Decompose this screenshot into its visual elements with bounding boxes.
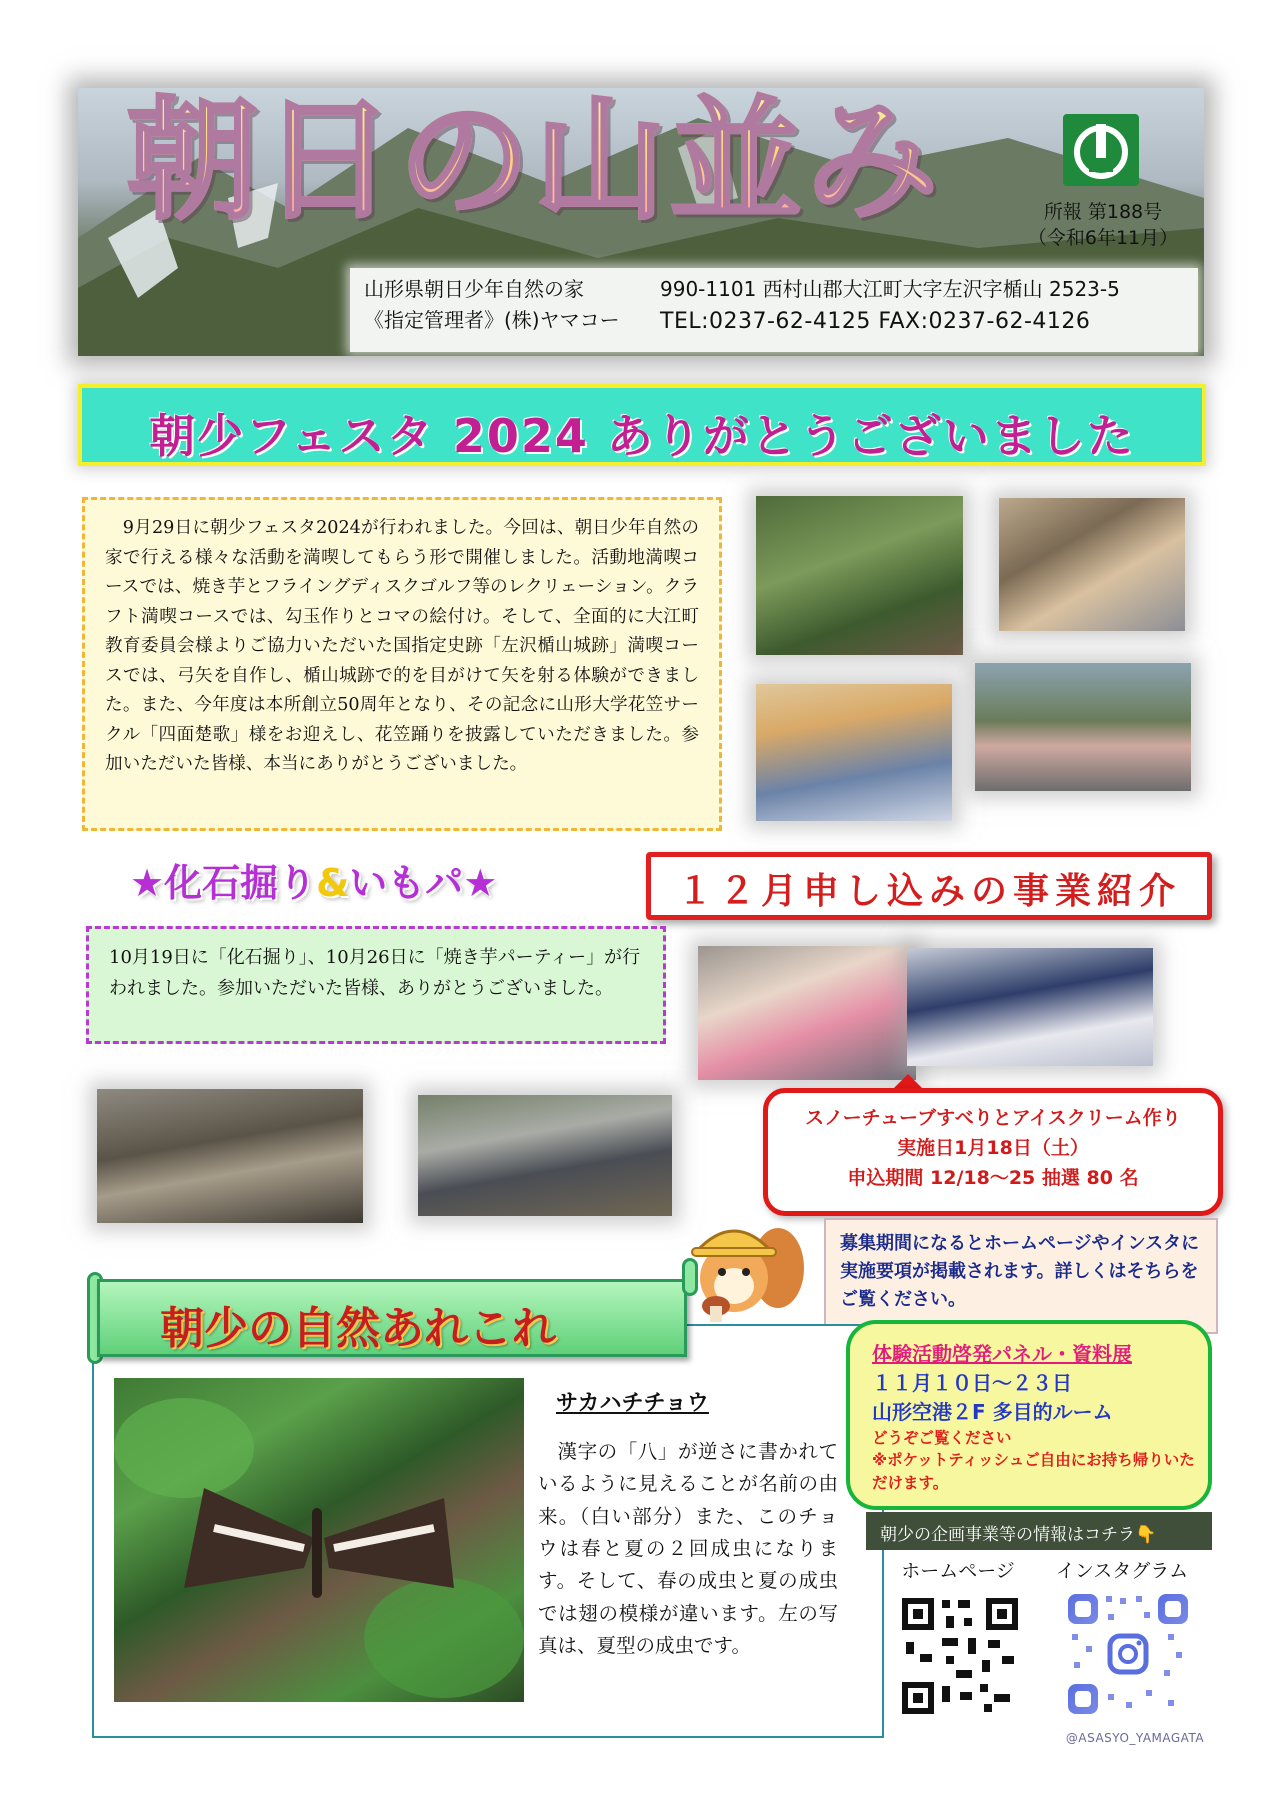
organization-info (350, 268, 1198, 352)
species-name: サカハチチョウ (556, 1391, 709, 1416)
issue-date: （令和6年11月） (1027, 226, 1179, 249)
festa-banner (78, 384, 1206, 466)
instagram-label: インスタグラム (1055, 1560, 1189, 1582)
homepage-qr-code[interactable] (898, 1594, 1022, 1718)
december-section-title: １２月申し込みの事業紹介 (646, 852, 1212, 920)
icecream-photo (698, 946, 916, 1080)
festa-photo-craft (756, 684, 952, 821)
species-description: 漢字の「八」が逆さに書かれているように見えることが名前の由来。（白い部分）また、このチョウは春と夏の２回成虫になります。そして、春の成虫と夏の成虫では翅の模様が違います。左の写真は、夏型の成虫です。 (538, 1440, 838, 1658)
issue-info (1018, 200, 1188, 251)
org-contact: TEL:0237-62-4125 FAX:0237-62-4126 (660, 309, 1091, 334)
instagram-qr-code[interactable] (1064, 1590, 1192, 1718)
application-notice: 募集期間になるとホームページやインスタに実施要項が掲載されます。詳しくはそちらをご覧ください。 (824, 1218, 1218, 1334)
festa-photo-dance (975, 663, 1191, 791)
newsletter-title: 朝日の山並み (126, 88, 942, 240)
event-date: 実施日1月18日（土） (897, 1137, 1089, 1160)
fossil-section-title: ★化石掘り&いもパ★ (130, 861, 498, 905)
butterfly-photo (114, 1378, 524, 1702)
festa-photo-group (756, 496, 963, 655)
exhibition-dates: １１月１０日〜２３日 (872, 1371, 1072, 1395)
exhibition-note: どうぞご覧ください (872, 1429, 1012, 1447)
org-address: 990-1101 西村山郡大江町大字左沢字楯山 2523-5 (660, 277, 1120, 301)
organization-logo (1063, 114, 1139, 186)
squirrel-mascot-icon (676, 1206, 806, 1328)
org-manager: 《指定管理者》(株)ヤマコー (364, 308, 620, 332)
festa-photo-family (999, 498, 1185, 631)
exhibition-venue: 山形空港２F 多目的ルーム (872, 1400, 1113, 1424)
masthead (78, 88, 1204, 356)
event-apply-period: 申込期間 12/18〜25 抽選 80 名 (847, 1167, 1139, 1190)
exhibition-title: 体験活動啓発パネル・資料展 (872, 1342, 1132, 1366)
snow-event-callout (763, 1088, 1223, 1216)
festa-banner-text: 朝少フェスタ 2024 ありがとうございました (149, 409, 1135, 463)
exhibition-tissue-note: ※ポケットティッシュご自由にお持ち帰りいただけます。 (872, 1451, 1195, 1492)
fossil-article: 10月19日に「化石掘り」、10月26日に「焼き芋パーティー」が行われました。参加いただいた皆様、ありがとうございました。 (86, 926, 666, 1044)
exhibition-notice (846, 1320, 1212, 1510)
info-bar: 朝少の企画事業等の情報はコチラ👇 (866, 1512, 1212, 1550)
event-name: スノーチューブすべりとアイスクリーム作り (805, 1107, 1181, 1129)
issue-number: 所報 第188号 (1043, 201, 1163, 223)
homepage-label: ホームページ (901, 1560, 1015, 1582)
sweet-potato-photo (418, 1095, 672, 1216)
snowtube-photo (907, 948, 1153, 1066)
fossil-dig-photo (97, 1089, 363, 1223)
nature-section-title: 朝少の自然あれこれ (97, 1279, 687, 1357)
instagram-handle: @ASASYO_YAMAGATA (1065, 1731, 1205, 1745)
festa-article: 9月29日に朝少フェスタ2024が行われました。今回は、朝日少年自然の家で行える様々な活動を満喫してもらう形で開催しました。活動地満喫コースでは、焼き芋とフライングディスクゴルフ等のレクリェーション。クラフト満喫コースでは、勾玉作りとコマの絵付け。そして、全面的に大江町教育委員会様よりご協力いただいた国指定史跡「左沢楯山城跡」満喫コースでは、弓矢を自作し、楯山城跡で的を目がけて矢を射る体験ができました。また、今年度は本所創立50周年となり、その記念に山形大学花笠サークル「四面楚歌」様をお迎えし、花笠踊りを披露していただきました。参加いただいた皆様、本当にありがとうございました。 (82, 497, 722, 831)
org-name: 山形県朝日少年自然の家 (364, 277, 584, 301)
